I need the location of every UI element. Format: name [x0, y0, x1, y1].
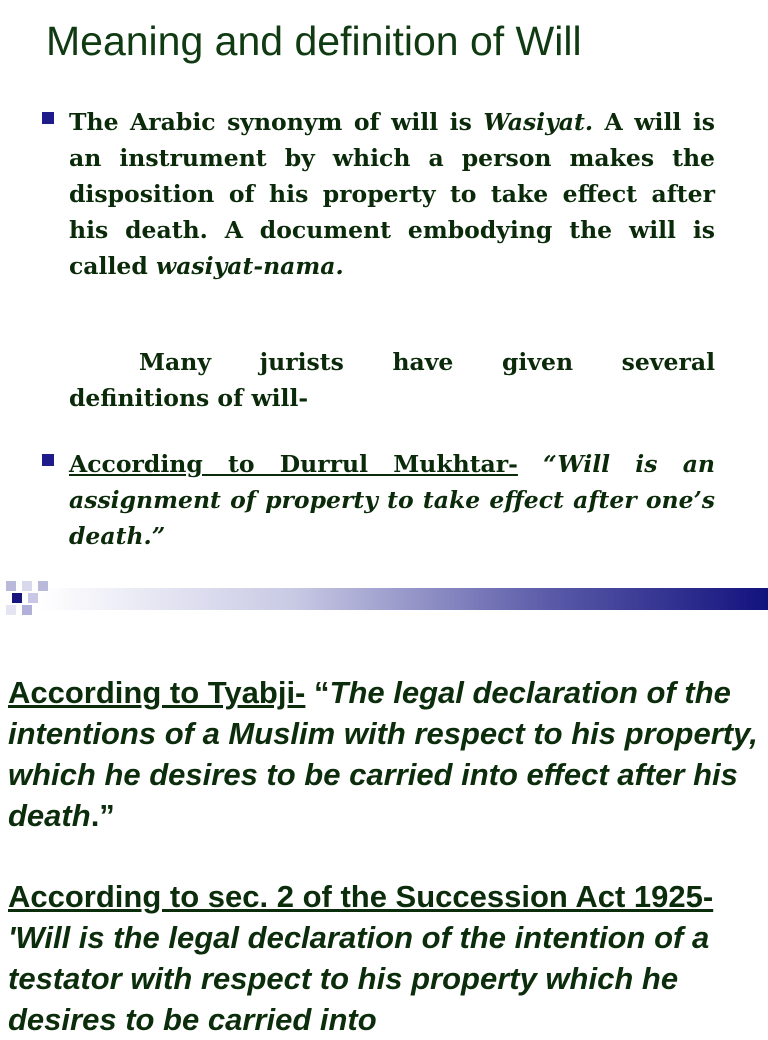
decor-square [28, 593, 38, 603]
decor-square [12, 593, 22, 603]
tyabji-definition [8, 672, 760, 836]
decor-square [22, 605, 32, 615]
decor-square [22, 581, 32, 591]
bullet-text-durrul [69, 446, 715, 554]
square-bullet-icon [42, 112, 54, 124]
definition-quote: “Will is an assignment of property to take effect after one’s death.” [69, 450, 716, 550]
source-heading: According to Durrul Mukhtar- [69, 450, 518, 478]
close-quote: .” [90, 798, 115, 833]
decor-square [6, 605, 16, 615]
decor-square [6, 581, 16, 591]
decorative-divider [0, 575, 768, 625]
source-heading: According to Tyabji- [8, 675, 306, 710]
paragraph-line: definitions of will- [69, 384, 309, 412]
bullet-text-wasiyat [69, 104, 715, 284]
term-wasiyat-nama: wasiyat-nama. [155, 252, 344, 280]
definition-quote: The legal declaration of the intentions of a Muslim with respect to his property, which he desires to be carried into effect after his death [8, 675, 758, 833]
bullet-text-part: A will is an instrument by which a person makes the disposition of his property to take effect after his death. A document embodying the will is called [69, 108, 715, 280]
gradient-bar [40, 588, 768, 610]
bullet-text-part: The Arabic synonym of will is [69, 108, 484, 136]
term-wasiyat: Wasiyat. [483, 108, 594, 136]
square-bullet-icon [42, 454, 54, 466]
slide-title: Meaning and definition of Will [46, 18, 582, 64]
paragraph-line: Many jurists have given several [139, 348, 715, 376]
jurists-paragraph [69, 344, 715, 416]
source-heading: According to sec. 2 of the Succession Act 1925- [8, 879, 714, 914]
open-quote: “ [305, 675, 330, 710]
definition-quote: 'Will is the legal declaration of the intention of a testator with respect to his property which he desires to be carried into [8, 920, 710, 1037]
succession-act-definition [8, 876, 760, 1040]
decor-square [38, 581, 48, 591]
